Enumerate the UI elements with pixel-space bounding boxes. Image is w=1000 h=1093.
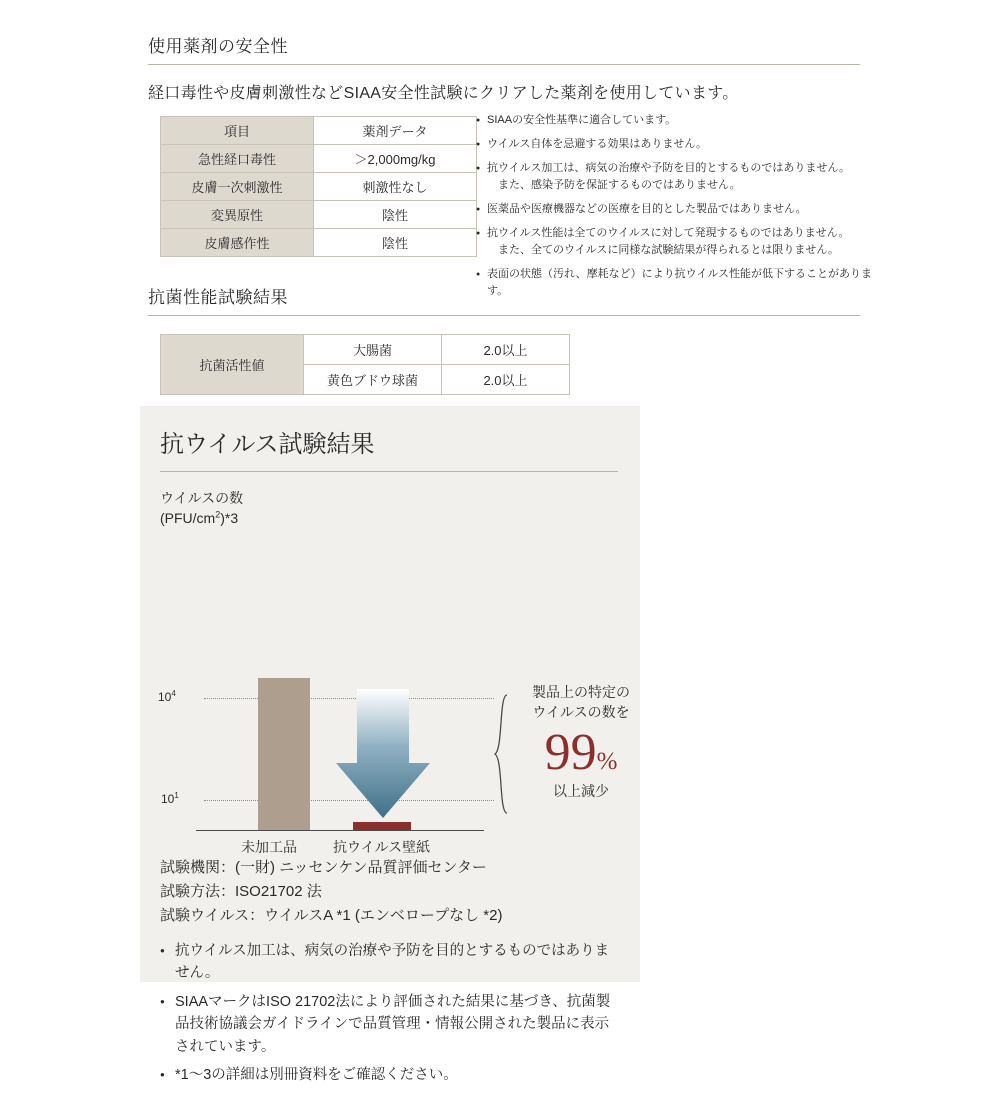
callout-line1: 製品上の特定の xyxy=(532,684,630,700)
table-cell-value: ＞2,000mg/kg xyxy=(314,145,477,173)
axis-unit-pre: (PFU/cm xyxy=(160,510,216,527)
table-row xyxy=(161,201,477,229)
section-lead-safety: 経口毒性や皮膚刺激性などSIAA安全性試験にクリアした薬剤を使用しています。 xyxy=(148,85,739,102)
callout-line2: ウイルスの数を xyxy=(532,704,630,721)
y-tick-low: $10^1$ xyxy=(161,791,179,806)
table-row xyxy=(161,145,477,173)
axis-label-line2 xyxy=(160,508,243,528)
section-title-antiviral: 抗ウイルス試験結果 xyxy=(160,424,618,472)
test-meta-info xyxy=(160,856,502,928)
note-text: 抗ウイルス性能は全てのウイルスに対して発現するものではありません。 xyxy=(487,227,850,240)
table-cell-value: 刺激性なし xyxy=(314,173,477,201)
axis-label-line1: ウイルスの数 xyxy=(160,490,244,506)
table-header-item: 項目 xyxy=(161,117,314,145)
antiviral-result-panel xyxy=(140,406,640,1084)
note-text: 表面の状態（汚れ、摩耗など）により抗ウイルス性能が低下することがあります。 xyxy=(487,268,872,298)
axis-unit-post: )*3 xyxy=(220,510,239,527)
table-cell-value: 2.0以上 xyxy=(442,335,570,365)
table-header-value: 薬剤データ xyxy=(314,117,477,145)
section-title-safety: 使用薬剤の安全性 xyxy=(148,32,860,65)
table-row xyxy=(161,335,570,365)
callout-value xyxy=(506,723,656,781)
note-text: 抗ウイルス加工は、病気の治療や予防を目的とするものではありません。 xyxy=(487,162,850,175)
table-cell-key: 変異原性 xyxy=(161,201,314,229)
table-row xyxy=(161,117,477,145)
antiviral-notes-list xyxy=(160,940,620,1093)
table-cell-value: 陰性 xyxy=(314,229,477,257)
note-text: SIAAの安全性基準に適合しています。 xyxy=(487,114,677,126)
list-item: ● 抗ウイルス加工は、病気の治療や予防を目的とするものではありません。 xyxy=(160,940,620,985)
list-item xyxy=(476,201,876,218)
chart-axis-label xyxy=(160,488,243,529)
list-item: ● *1〜3の詳細は別冊資料をご確認ください。 xyxy=(160,1064,620,1086)
y-tick-high: $10^4$ xyxy=(158,689,176,704)
table-cell-value: 陰性 xyxy=(314,201,477,229)
list-item xyxy=(476,136,876,153)
category-label-treated: 抗ウイルス壁紙 xyxy=(333,839,431,855)
list-item xyxy=(476,160,876,194)
note-text: 医薬品や医療機器などの医療を目的とした製品ではありません。 xyxy=(487,203,807,216)
table-cell-key: 皮膚感作性 xyxy=(161,229,314,257)
table-cell-bacteria: 大腸菌 xyxy=(304,335,442,365)
meta-virus: 試験ウイルス：ウイルスA *1 (エンベロープなし *2) xyxy=(160,907,503,924)
decrease-arrow-icon xyxy=(333,689,433,819)
callout-number: 99 xyxy=(544,723,597,781)
note-subtext: また、感染予防を保証するものではありません。 xyxy=(498,179,741,192)
list-item xyxy=(476,112,876,129)
callout-tail: 以上減少 xyxy=(553,782,609,799)
table-cell-bacteria: 黄色ブドウ球菌 xyxy=(304,365,442,395)
bar-untreated xyxy=(258,678,310,830)
axis-unit-sup: 2 xyxy=(215,509,221,520)
note-subtext: また、全てのウイルスに同様な試験結果が得られるとは限りません。 xyxy=(498,244,839,257)
table-cell-value: 2.0以上 xyxy=(442,365,570,395)
meta-institution: 試験機関：(一財) ニッセンケン品質評価センター xyxy=(160,859,487,876)
meta-method: 試験方法：ISO21702 法 xyxy=(160,883,322,900)
reduction-callout xyxy=(506,682,656,801)
antiviral-bar-chart xyxy=(158,546,630,855)
table-row xyxy=(161,173,477,201)
chart-baseline xyxy=(196,830,484,831)
category-label-untreated: 未加工品 xyxy=(241,839,297,855)
safety-notes-list xyxy=(476,112,876,307)
antibacterial-table xyxy=(160,334,570,395)
section-title-antibacterial: 抗菌性能試験結果 xyxy=(148,283,860,316)
table-header-activity: 抗菌活性値 xyxy=(161,335,304,395)
table-row xyxy=(161,229,477,257)
note-text: ウイルス自体を忌避する効果はありません。 xyxy=(487,138,707,151)
bar-treated xyxy=(353,822,411,830)
table-cell-key: 急性経口毒性 xyxy=(161,145,314,173)
callout-percent: % xyxy=(596,747,618,775)
list-item xyxy=(476,225,876,259)
agent-data-table xyxy=(160,116,477,257)
table-cell-key: 皮膚一次刺激性 xyxy=(161,173,314,201)
list-item: ● SIAAマークはISO 21702法により評価された結果に基づき、抗菌製品技術協議会ガイドラインで品質管理・情報公開された製品に表示されています。 xyxy=(160,991,620,1058)
